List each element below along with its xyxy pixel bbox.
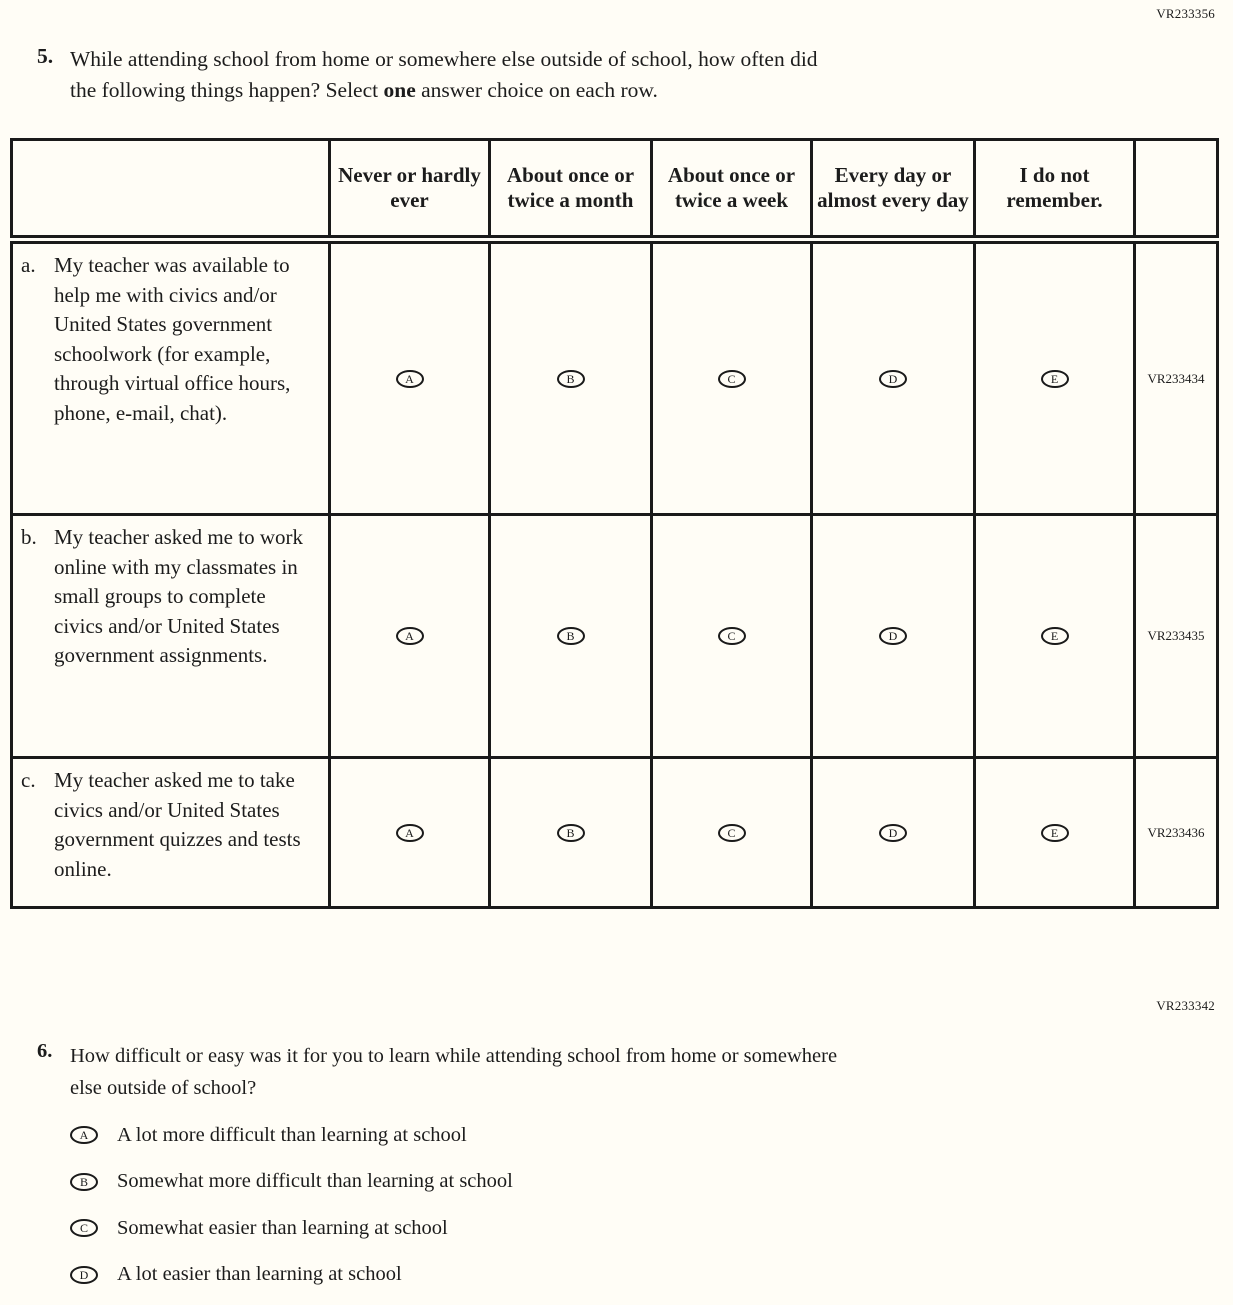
row-b-stem-cell [12,515,330,758]
row-a-cell-every-day [812,240,975,515]
row-c-letter: c. [21,768,36,792]
answer-bubble-b-E[interactable]: E [1041,627,1069,645]
matrix-corner-cell [12,140,330,240]
question-5 [37,44,1130,106]
row-c-cell-never [330,758,490,908]
matrix-row-a [12,240,1218,515]
row-b-cell-every-day [812,515,975,758]
answer-bubble-c-C[interactable]: C [718,824,746,842]
answer-bubble-c-E[interactable]: E [1041,824,1069,842]
question-5-line2-before: the following things happen? Select [70,78,384,102]
row-c-cell-once-month [490,758,652,908]
question-5-bold-word: one [383,78,416,102]
option-a [70,1120,513,1150]
question-6-options [70,1120,513,1305]
answer-bubble-a-C[interactable]: C [718,370,746,388]
column-header-not-remember: I do not remember. [975,140,1135,240]
question-5-line1: While attending school from home or somewhere else outside of school, how often did [70,47,818,71]
row-c-cell-not-remember [975,758,1135,908]
answer-bubble-b-C[interactable]: C [718,627,746,645]
question-6 [37,1040,1130,1104]
column-header-once-week: About once or twice a week [652,140,812,240]
option-d [70,1260,513,1290]
question-6-number: 6. [37,1040,53,1062]
matrix-row-b [12,515,1218,758]
row-b-cell-not-remember [975,515,1135,758]
row-b-cell-never [330,515,490,758]
option-b-label: Somewhat more difficult than learning at school [117,1170,513,1192]
question-5-matrix-table [10,138,1219,909]
row-a-text: My teacher was available to help me with civics and/or United States government schoolwork (for example, through virtual office hours, phone, e-mail, chat). [54,253,291,425]
row-a-cell-once-week [652,240,812,515]
row-b-letter: b. [21,525,37,549]
answer-bubble-a-D[interactable]: D [879,370,907,388]
question-5-number: 5. [37,44,54,68]
answer-bubble-b-A[interactable]: A [396,627,424,645]
answer-bubble-q6-C[interactable]: C [70,1219,98,1237]
row-c-code: VR233436 [1135,758,1218,908]
row-a-cell-once-month [490,240,652,515]
answer-bubble-a-E[interactable]: E [1041,370,1069,388]
question-6-line2: else outside of school? [70,1077,257,1099]
row-c-cell-every-day [812,758,975,908]
option-c [70,1213,513,1243]
answer-bubble-q6-D[interactable]: D [70,1266,98,1284]
option-d-label: A lot easier than learning at school [117,1263,402,1285]
question-5-text [70,44,1130,106]
column-header-never: Never or hardly ever [330,140,490,240]
row-c-stem-cell [12,758,330,908]
form-code-mid: VR233342 [1156,998,1215,1013]
row-b-cell-once-week [652,515,812,758]
option-a-label: A lot more difficult than learning at school [117,1123,467,1146]
answer-bubble-b-B[interactable]: B [557,627,585,645]
answer-bubble-c-D[interactable]: D [879,824,907,842]
row-a-cell-not-remember [975,240,1135,515]
row-c-cell-once-week [652,758,812,908]
column-header-every-day: Every day or almost every day [812,140,975,240]
row-b-cell-once-month [490,515,652,758]
matrix-code-header-cell [1135,140,1218,240]
row-a-letter: a. [21,253,36,277]
matrix-row-c [12,758,1218,908]
question-5-line2-after: answer choice on each row. [415,78,658,102]
question-6-line1: How difficult or easy was it for you to learn while attending school from home or somewhere [70,1045,838,1067]
answer-bubble-b-D[interactable]: D [879,627,907,645]
answer-bubble-c-B[interactable]: B [557,824,585,842]
row-b-text: My teacher asked me to work online with my classmates in small groups to complete civics and/or United States government assignments. [54,525,303,667]
row-c-text: My teacher asked me to take civics and/or United States government quizzes and tests online. [54,768,301,881]
option-c-label: Somewhat easier than learning at school [117,1216,448,1239]
row-a-cell-never [330,240,490,515]
answer-bubble-q6-A[interactable]: A [70,1126,98,1144]
question-6-text [70,1040,1130,1104]
answer-bubble-a-B[interactable]: B [557,370,585,388]
row-a-code: VR233434 [1135,240,1218,515]
answer-bubble-c-A[interactable]: A [396,824,424,842]
row-b-code: VR233435 [1135,515,1218,758]
row-a-stem-cell [12,240,330,515]
option-b [70,1167,513,1197]
column-header-once-month: About once or twice a month [490,140,652,240]
matrix-header-row [12,140,1218,240]
answer-bubble-q6-B[interactable]: B [70,1173,98,1191]
answer-bubble-a-A[interactable]: A [396,370,424,388]
form-code-top: VR233356 [1156,6,1215,21]
